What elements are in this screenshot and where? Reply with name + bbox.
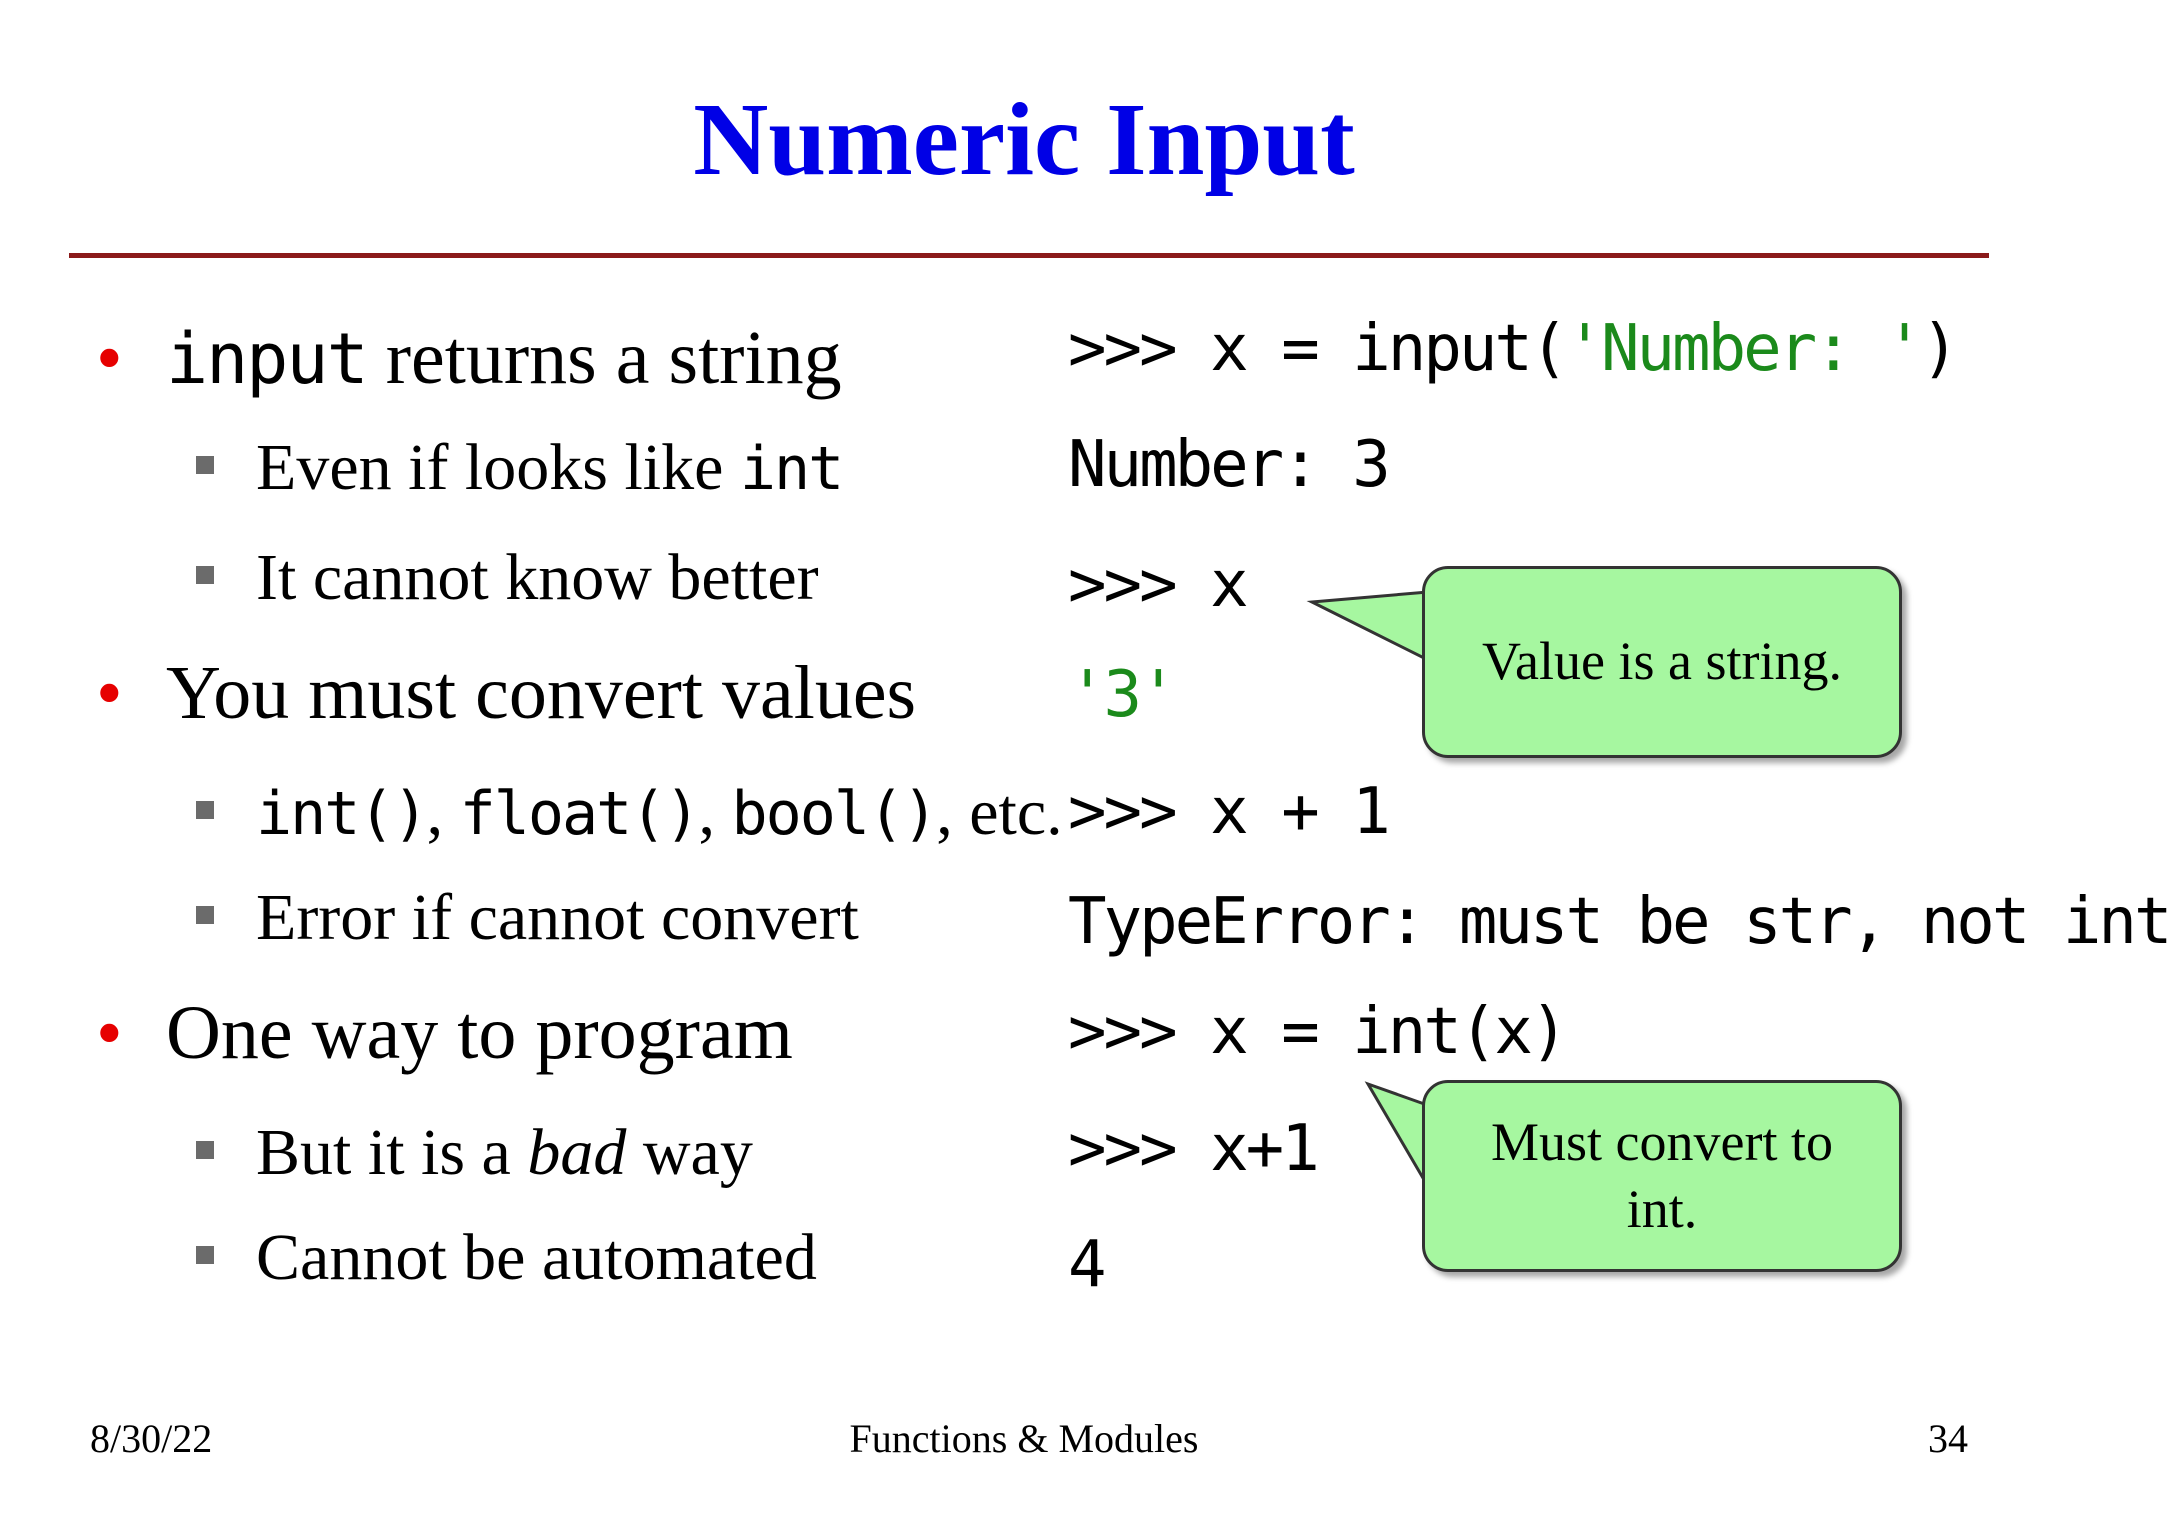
bullet-text: One way to program <box>166 991 793 1075</box>
callout-must-convert <box>1422 1080 1902 1272</box>
subbullet-text: Even if looks like <box>256 431 740 504</box>
bullet-must-convert <box>96 650 917 737</box>
bullet-dot: • <box>96 651 123 735</box>
subbullet-looks-like-int <box>256 430 842 506</box>
code-int-call: int() <box>256 779 427 849</box>
square-bullet <box>196 906 214 924</box>
callout-text: Must convert to int. <box>1491 1111 1833 1239</box>
subbullet-text: Error if cannot convert <box>256 881 859 954</box>
bullet-text: You must convert values <box>166 651 917 735</box>
console-line-convert: >>> x = int(x) <box>1068 995 1566 1069</box>
callout-value-is-string <box>1422 566 1902 758</box>
console-line-add-again: >>> x+1 <box>1068 1112 1317 1186</box>
console-paren: ) <box>1920 312 1957 386</box>
console-line-x: >>> x <box>1068 548 1246 622</box>
square-bullet <box>196 566 214 584</box>
square-bullet <box>196 1246 214 1264</box>
footer-date: 8/30/22 <box>90 1416 213 1461</box>
console-prompt-code: >>> x = input( <box>1068 312 1566 386</box>
code-float-call: float() <box>459 779 699 849</box>
code-int: int <box>739 434 843 504</box>
bullet-dot: • <box>96 991 123 1075</box>
subbullet-conversion-functions <box>256 775 1063 851</box>
subbullet-cannot-be-automated <box>256 1220 817 1296</box>
separator-text: , <box>426 776 460 849</box>
bullet-one-way-to-program <box>96 990 793 1077</box>
code-input: input <box>166 318 367 400</box>
code-bool-call: bool() <box>731 779 937 849</box>
separator-text: , <box>698 776 732 849</box>
subbullet-text: It cannot know better <box>256 541 819 614</box>
footer-title: Functions & Modules <box>849 1416 1199 1461</box>
console-line-string-value: '3' <box>1068 658 1175 732</box>
subbullet-text: But it is a <box>256 1116 528 1189</box>
string-literal: 'Number: ' <box>1565 312 1921 386</box>
slide-number: 34 <box>1928 1416 1968 1461</box>
square-bullet <box>196 1141 214 1159</box>
square-bullet <box>196 456 214 474</box>
console-line-typeerror: TypeError: must be str, not int <box>1068 885 2169 959</box>
callout-text: Value is a string. <box>1482 631 1842 692</box>
bullet-dot: • <box>96 316 123 400</box>
console-line-input <box>1068 312 1956 386</box>
subbullet-cannot-know-better <box>256 540 819 616</box>
bullet-text: returns a string <box>366 316 842 400</box>
etc-text: , etc. <box>936 776 1063 849</box>
subbullet-bad-way <box>256 1115 753 1191</box>
square-bullet <box>196 801 214 819</box>
subbullet-text: Cannot be automated <box>256 1221 817 1294</box>
subbullet-error-if-cannot-convert <box>256 880 859 956</box>
bullet-input-returns-string <box>96 315 842 402</box>
console-line-output: Number: 3 <box>1068 428 1388 502</box>
console-line-result: 4 <box>1068 1228 1104 1302</box>
subbullet-text: way <box>626 1116 753 1189</box>
slide-title: Numeric Input <box>693 82 1355 197</box>
console-line-add: >>> x + 1 <box>1068 775 1388 849</box>
emphasis-bad: bad <box>527 1116 627 1189</box>
